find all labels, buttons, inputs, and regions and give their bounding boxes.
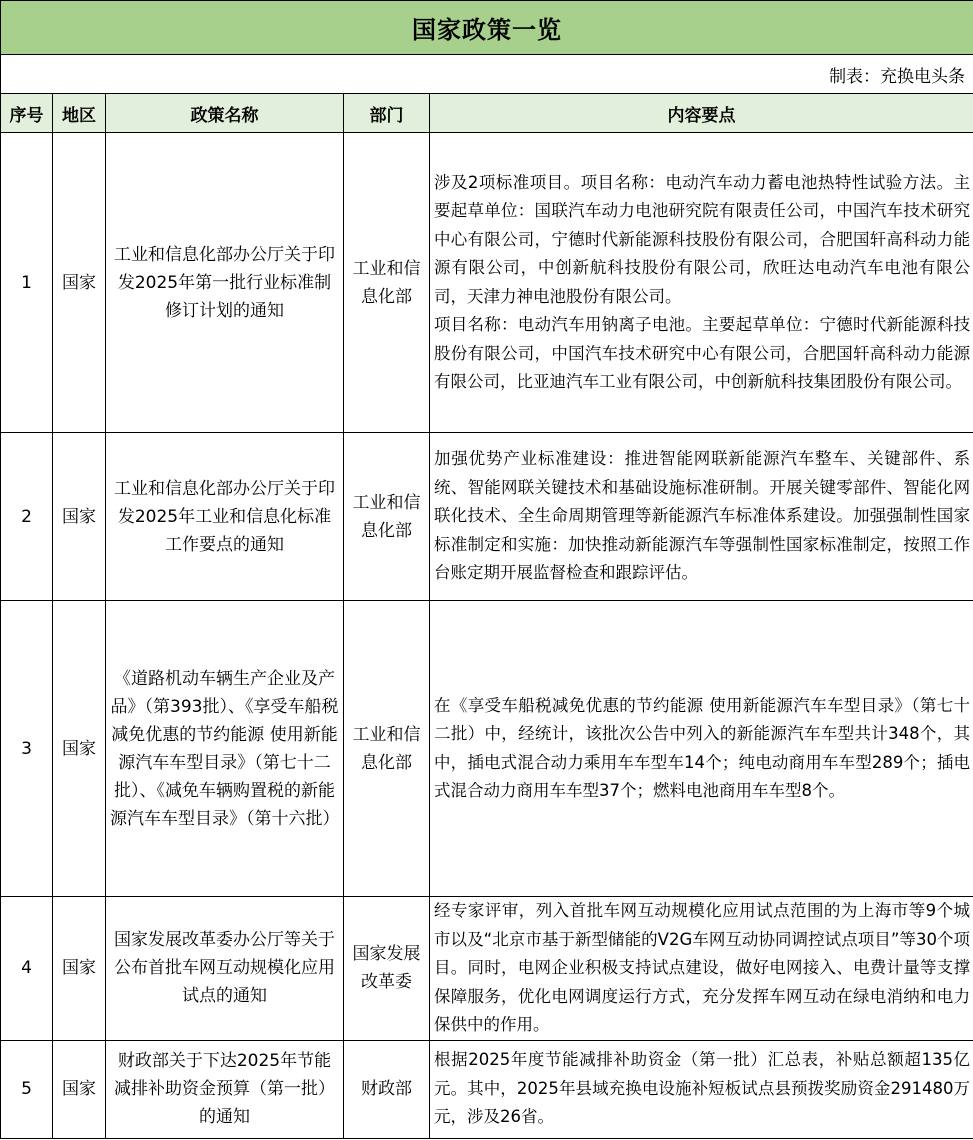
header-dept: 部门 [344,94,430,133]
table-row [1,601,973,897]
row-region: 国家 [53,897,106,1041]
row-policy-name: 工业和信息化部办公厅关于印发2025年工业和信息化标准工作要点的通知 [106,433,344,601]
header-row [1,94,973,133]
row-policy-name: 国家发展改革委办公厅等关于公布首批车网互动规模化应用试点的通知 [106,897,344,1041]
row-region: 国家 [53,1040,106,1138]
row-region: 国家 [53,433,106,601]
row-points [430,133,973,433]
row-points [430,897,973,1041]
row-dept: 工业和信息化部 [344,433,430,601]
points-paragraph: 涉及2项标准项目。项目名称：电动汽车动力蓄电池热特性试验方法。主要起草单位：国联汽车动力电池研究院有限责任公司，中国汽车技术研究中心有限公司，宁德时代新能源科技股份有限公司，合肥国轩高科动力能源有限公司，中创新航科技股份有限公司，欣旺达电动汽车电池有限公司，天津力神电池股份有限公司。 [434,172,971,306]
row-dept: 工业和信息化部 [344,601,430,897]
row-points [430,601,973,897]
row-policy-name: 财政部关于下达2025年节能减排补助资金预算（第一批）的通知 [106,1040,344,1138]
header-region: 地区 [53,94,106,133]
row-policy-name: 工业和信息化部办公厅关于印发2025年第一批行业标准制修订计划的通知 [106,133,344,433]
table-row [1,433,973,601]
points-paragraph: 在《享受车船税减免优惠的节约能源 使用新能源汽车车型目录》（第七十二批）中，经统计，该批次公告中列入的新能源汽车车型共计348个，其中，插电式混合动力乘用车车型车14个；纯电动商用车车型289个；插电式混合动力商用车车型37个；燃料电池商用车车型8个。 [434,695,971,800]
points-paragraph: 项目名称：电动汽车用钠离子电池。主要起草单位：宁德时代新能源科技股份有限公司，中国汽车技术研究中心有限公司，合肥国轩高科动力能源有限公司，比亚迪汽车工业有限公司，中创新航科技集团股份有限公司。 [434,315,971,391]
table-row [1,1040,973,1138]
points-paragraph: 经专家评审，列入首批车网互动规模化应用试点范围的为上海市等9个城市以及“北京市基于新型储能的V2G车网互动协同调控试点项目”等30个项目。同时，电网企业积极支持试点建设，做好电网接入、电费计量等支撑保障服务，优化电网调度运行方式，充分发挥车网互动在绿电消纳和电力保供中的作用。 [434,901,971,1034]
row-points [430,1040,973,1138]
points-paragraph: 根据2025年度节能减排补助资金（第一批）汇总表，补贴总额超135亿元。其中，2025年县域充换电设施补短板试点县预拨奖励资金291480万元，涉及26省。 [434,1050,971,1127]
points-paragraph: 加强优势产业标准建设：推进智能网联新能源汽车整车、关键部件、系统、智能网联关键技术和基础设施标准研制。开展关键零部件、智能化网联化技术、全生命周期管理等新能源汽车标准体系建设。加强强制性国家标准制定和实施：加快推动新能源汽车等强制性国家标准制定，按照工作台账定期开展监督检查和跟踪评估。 [434,449,971,583]
header-no: 序号 [1,94,53,133]
row-no: 5 [1,1040,53,1138]
row-region: 国家 [53,601,106,897]
row-no: 2 [1,433,53,601]
row-dept: 财政部 [344,1040,430,1138]
table-credit: 制表：充换电头条 [1,55,973,94]
row-no: 4 [1,897,53,1041]
row-no: 1 [1,133,53,433]
header-name: 政策名称 [106,94,344,133]
row-no: 3 [1,601,53,897]
header-points: 内容要点 [430,94,973,133]
table-title: 国家政策一览 [1,1,973,55]
row-points [430,433,973,601]
row-policy-name: 《道路机动车辆生产企业及产品》（第393批）、《享受车船税减免优惠的节约能源 使用新能源汽车车型目录》（第七十二批）、《减免车辆购置税的新能源汽车车型目录》（第十六批） [106,601,344,897]
row-dept: 工业和信息化部 [344,133,430,433]
row-dept: 国家发展改革委 [344,897,430,1041]
table-row [1,133,973,433]
row-region: 国家 [53,133,106,433]
table-row [1,897,973,1041]
